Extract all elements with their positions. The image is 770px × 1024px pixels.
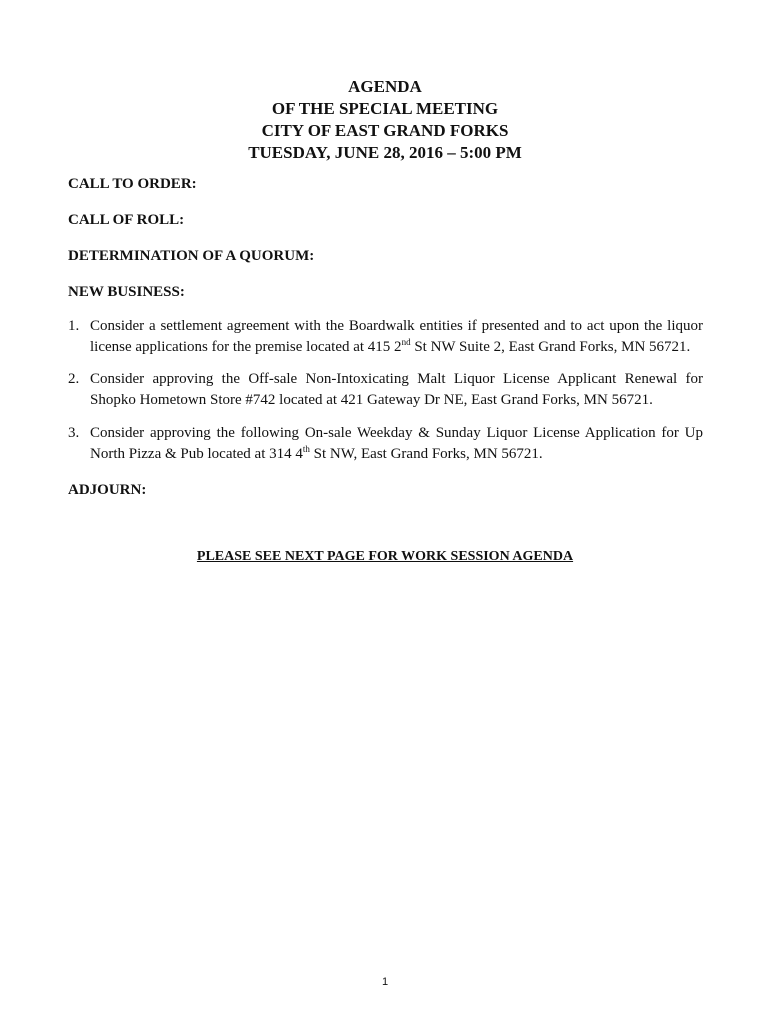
title-line-agenda: AGENDA	[348, 77, 422, 96]
agenda-item-3	[68, 423, 703, 465]
agenda-item-text-part: St NW Suite 2, East Grand Forks, MN 56721.	[410, 339, 691, 355]
work-session-notice	[0, 548, 770, 566]
section-call-of-roll: CALL OF ROLL:	[68, 212, 185, 228]
ordinal-suffix: th	[302, 444, 310, 454]
agenda-item-text-part: St NW, East Grand Forks, MN 56721.	[309, 446, 543, 462]
page-number: 1	[381, 976, 389, 988]
agenda-item-2	[68, 369, 703, 411]
section-call-to-order: CALL TO ORDER:	[68, 176, 197, 192]
agenda-item-text-part: Consider a settlement agreement with the Boardwalk entities if presented and to act upon the liquor license applications for the premise located at 415 2	[90, 318, 703, 355]
agenda-item-text: Consider approving the Off-sale Non-Intoxicating Malt Liquor License Applicant Renewal for Shopko Hometown Store #742 located at 421 Gateway Dr NE, East Grand Forks, MN 56721.	[90, 371, 703, 408]
work-session-notice-text: PLEASE SEE NEXT PAGE FOR WORK SESSION AGENDA	[196, 549, 574, 564]
agenda-item-text	[68, 316, 703, 358]
agenda-item-text	[68, 423, 703, 465]
agenda-item-number: 1.	[68, 318, 80, 334]
agenda-title	[0, 76, 770, 164]
agenda-item-1	[68, 316, 703, 358]
ordinal-suffix: nd	[401, 337, 411, 347]
title-line-city: CITY OF EAST GRAND FORKS	[261, 121, 509, 140]
agenda-item-text-part: Consider approving the following On-sale Weekday & Sunday Liquor License Application for Up North Pizza & Pub located at 314 4	[90, 425, 703, 462]
section-quorum: DETERMINATION OF A QUORUM:	[68, 248, 315, 264]
agenda-item-number: 2.	[68, 371, 80, 387]
title-line-date-time: TUESDAY, JUNE 28, 2016 – 5:00 PM	[248, 143, 522, 162]
section-adjourn: ADJOURN:	[68, 482, 147, 498]
agenda-item-number: 3.	[68, 425, 80, 441]
section-new-business: NEW BUSINESS:	[68, 284, 185, 300]
title-line-meeting-type: OF THE SPECIAL MEETING	[271, 99, 499, 118]
